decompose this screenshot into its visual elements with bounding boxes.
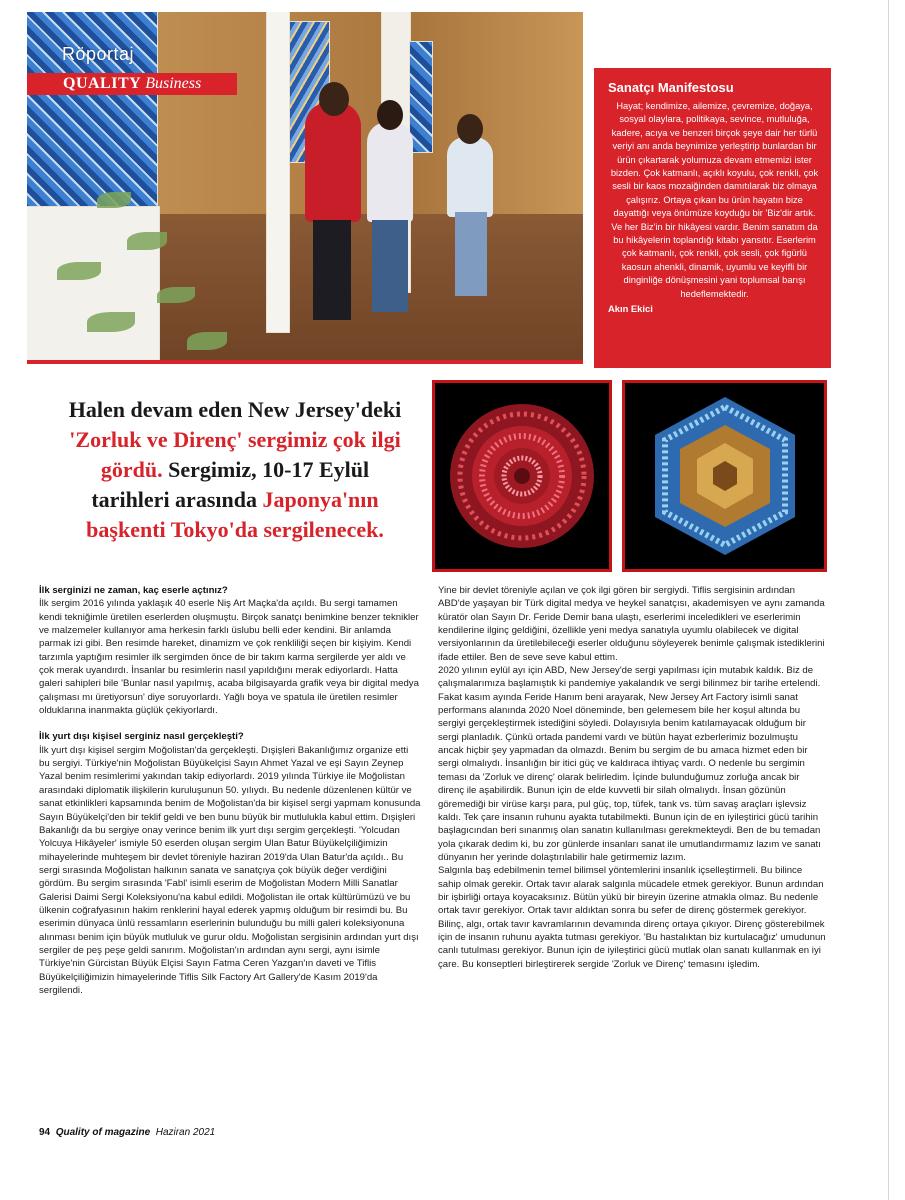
visitor-white-head (377, 100, 403, 130)
article-right-column (438, 584, 826, 971)
tag-sub: Business (145, 75, 202, 92)
manifesto-author: Akın Ekici (608, 303, 653, 315)
photo-plant-leaf (97, 192, 131, 208)
manifesto-title: Sanatçı Manifestosu (608, 80, 734, 95)
photo-plant-leaf (157, 287, 195, 303)
photo-painting-left (27, 12, 157, 212)
artwork-blue-hexagon (622, 380, 827, 572)
section-rubric: Röportaj (62, 44, 135, 64)
pull-quote-part-1: Halen devam eden New Jersey'deki (68, 397, 402, 422)
body-paragraph: Salgınla baş edebilmenin temel bilimsel yöntemlerini insanlık içselleştirmeli. Bu bilince sahip olmak gerekir. Ortak tavır alarak salgınla mücadele etmek gerekiyor. Bunun ardından bir işbirliği ortaya koyacaksınız. Bütün yükü bir bireyin üzerine atmakla olmaz. Bu nedenle ortak tavır gerekiyor. Ortak tavır aldıktan sonra bu sefer de direnç göstermek gerekiyor. Bilinç, algı, ortak tavır kavramlarının devamında direnç ortaya çıkıyor. Direnç gösterebilmek için de insanın ruhunu ayakta tutması gerekiyor. 'Bu hastalıktan biz kurtulacağız' umudunun canlı tutulması gerekiyor. Bunun için de iyileştirici gücü mutlak olan sanatı kullanmak en iyi çare. Bu konseptleri birleştirerek sergide 'Zorluk ve Direnç' temasını işledim. (438, 865, 826, 970)
page-footer (39, 1127, 215, 1138)
pull-quote-part-4: Japonya'nın başkenti Tokyo'da sergilenecek. (86, 487, 384, 542)
manifesto-box (594, 68, 831, 368)
magazine-tag (27, 73, 237, 95)
manifesto-body: Hayat; kendimize, ailemize, çevremize, doğaya, sosyal olaylara, politikaya, sevince, mutluluğa, kadere, acıya ve benzeri birçok şeye dair her türlü veriyi anı anda beynimize yerleştirip bunlardan bir ürün çıkartarak yolumuza devam etmemizi ister bizden. Çok katmanlı, açıklı koyulu, çok renkli, çok sesli bir kaos mozaiğinden damıtılarak biz olmaya çalışırız. Ortaya çıkan bu ürün hayatın bize dayattığı veya önümüze koyduğu bir 'Biz'dir artık. Ve her Biz'in bir hikâyesi vardır. Benim sanatım da bu hikâyelerin toplandığı kitabı yansıtır. Eserlerim çok katmanlı, çok renkli, çok sesli, çok figürlü kaosun ahenkli, dinamik, uyumlu ve keyifli bir dinginliğe dönüşmesini yani toplumsal barışı hedeflemektedir. (610, 101, 819, 299)
photo-plant-leaf (57, 262, 101, 280)
article-left-column (39, 584, 421, 997)
photo-wall-panel (27, 207, 159, 364)
photo-red-rule (27, 360, 583, 364)
body-paragraph: Yine bir devlet töreniyle açılan ve çok ilgi gören bir sergiydi. Tiflis sergisinin ardından ABD'de yaşayan bir Türk digital medya ve heykel sanatçısı, akademisyen ve aynı zamanda küratör olan Sayın Dr. Feride Demir bana ulaştı, eserlerimi inceledikleri ve eserlerimin kendilerine ilginç geldiğini, özellikle yeni medya sanatıyla uyumlu olabilecek ve digital versiyonlarının da üretilebileceği eserler olduğunu söyleyerek benimle çalışmak istediklerini ifade ettiler. Ben de seve seve kabul ettim. (438, 585, 825, 663)
issue-date: Haziran 2021 (155, 1127, 216, 1138)
photo-painting-right (410, 42, 432, 152)
visitor-blue-top (447, 137, 493, 217)
artwork-red-rosette-drawing (435, 383, 609, 569)
question-heading: İlk yurt dışı kişisel serginiz nasıl gerçekleşti? (39, 731, 244, 743)
paragraph-gap (39, 717, 421, 730)
page-edge-line (888, 0, 889, 1200)
tag-brand: QUALITY (63, 75, 142, 92)
body-paragraph: 2020 yılının eylül ayı için ABD, New Jersey'de sergi yapılması için mutabık kaldık. Biz de çalışmalarımıza başlamıştık ki pandemiye yakalandık ve sergi bilinmez bir tarihe ertelendi. Fakat kasım ayında Feride Hanım beni arayarak, New Jersey Art Factory isimli sanat performans alanında 2020 Noel döneminde, ben gelemesem bile her koşul altında bu sergiyi gerçekleştirmek istediğini söyledi. Dolayısıyla benim katılamayacak olduğum bir sergi planladık. Çünkü ortada pandemi vardı ve bütün hayat ezberlerimiz bozulmuştu ancak hiçbir şey yapmadan da olmazdı. Benim bu sergim de bu amaca hizmet eden bir sergi olmalıydı. İnsanlığın bir itici güç ve kaldıraca ihtiyaç vardı. O nedenle bu sergimin teması da 'Zorluk ve direnç' olarak belirledim. İçinde bulunduğumuz zorluğa ancak bir direnç ile aşabilirdik. Bunun için de elde kuvvetli bir silah olmalıydı. İnsan gözünün göremediği bir virüse karşı para, pul güç, top, tüfek, tank vs. tüm savaş araçları işlevsiz kaldı. Tek çare insanın ruhunu ayakta tutabilmekti. Bunun için de en iyileştirici gücü tarihin başlagıcından beri sınanmış olan sanatın kullanılması gerekmekteydi. Ben de bu temadan yola çıkarak dedim ki, bu zor günlerde insanları sanat ile umutlandırmamız lazım ve sanatı dünyanın her yerinde dolaştırılabilir hale getirmemiz lazım. (438, 665, 821, 863)
visitor-red-coat (305, 102, 361, 222)
photo-plant-leaf (87, 312, 135, 332)
photo-plant-leaf (187, 332, 227, 350)
magazine-name: Quality of magazine (55, 1127, 151, 1138)
pull-quote-part-2: 'Zorluk ve Direnç' sergimiz çok ilgi gördü. (69, 427, 401, 482)
answer-paragraph: İlk yurt dışı kişisel sergim Moğolistan'da gerçekleşti. Dışişleri Bakanlığımız organize etti bu sergiyi. Türkiye'nin Moğolistan Büyükelçisi Sayın Ahmet Yazal ve eşi Sayın Zeynep Yazal benim resimlerimi yakından takip ediyorlardı. 2019 yılında Türkiye ile Moğolistan arasındaki diplomatik ilişkilerin kuruluşunun 50. yılıydı. Bu nedenle düzenlenen kültür ve sanat etkinlikleri kapsamında benim de Moğolistan'da bir kişisel sergi yapmam konusunda Sayın Büyükelçi'den bir teklif geldi ve ben bunu büyük bir mutlulukla kabul ettim. Dışişleri Bakanlığı da bu sergiye onay verince benim ilk yurt dışı sergim gerçekleşti. 'Yolcudan Yolcuya Hikâyeler' ismiyle 50 eserden oluşan sergim Ulan Batur Büyükelçiliğimizin mihayelerinde muhteşem bir devlet töreniyle haziran 2019'da Ulan Batur'da açıldı.. Bu sergi sırasında Moğolistan halkının sanata ve sanatçıya çok büyük değer verdiğini gördüm. Bu sergim sırasında 'Fabl' isimli eserim de Moğolistan Modern Milli Sanatlar Galerisi Daimi Sergi Koleksiyonu'na kabul edildi. Moğolistan ile ortak kültürümüzü ve bu ülkenin coğrafyasının hakim renklerini hayal ederek yapmış olduğum bir resimdi bu. Bu eserimin dünyaca ünlü ressamların eserlerinin bulunduğu bu milli galeri koleksiyonuna alınması benim için büyük mutluluk ve gurur oldu. Moğolistan sergisinin ardından yurt dışı sergiler de peş peşe geldi sanırım. Moğolistan'ın ardından aynı sergi, aynı isimle Türkiye'nin Gürcistan Büyük Elçisi Sayın Fatma Ceren Yazgan'ın daveti ve Tiflis Büyükelçiliğimizin himayelerinde Tiflis Silk Factory Art Gallery'de Kasım 2019'da sergilendi. (39, 744, 421, 996)
visitor-white-top (367, 122, 413, 222)
visitor-white-legs (372, 220, 408, 312)
pull-quote (60, 395, 410, 545)
visitor-blue-head (457, 114, 483, 144)
pull-quote-part-3: Sergimiz, 10-17 Eylül tarihleri arasında (91, 457, 370, 512)
photo-easel-left (267, 12, 289, 332)
visitor-red-legs (313, 220, 351, 320)
visitor-blue-legs (455, 212, 487, 296)
answer-paragraph: İlk sergim 2016 yılında yaklaşık 40 eserle Niş Art Maçka'da açıldı. Bu sergi tamamen kendi tekniğimle üretilen eserlerden oluşmuştu. Birçok sanatçı benimkine benzer teknikler ve malzemeler kullanıyor ama herkesin farklı üslubu belli eder kendini. Bir anlamda parmak izi gibi. Ben resimde hareket, dinamizm ve çok renkliliği seçen bir kişiyim. Kendi tarzımla yaptığım resimler ilk sergimden önce de bir takım karma sergilerde yer aldı ve çok merak uyandırdı. İnsanlar bu resimlerin nasıl yapıldığını merak ediyorlardı. Hatta galeri sahipleri bile 'Bunlar nasıl yapılmış, acaba bilgisayarda grafik veya bir digital medya çalışması mı üretiyorsun' diye soruyorlardı. Yağlı boya ve spatula ile üretilen resimler olduklarına inanmakta güçlük çekiyorlardı. (39, 598, 419, 717)
artwork-red-rosette (432, 380, 612, 572)
question-heading: İlk serginizi ne zaman, kaç eserle açtınız? (39, 585, 228, 596)
artwork-blue-hexagon-drawing (625, 383, 824, 569)
page-number: 94 (39, 1127, 51, 1138)
visitor-red-head (319, 82, 349, 116)
photo-plant-leaf (127, 232, 167, 250)
